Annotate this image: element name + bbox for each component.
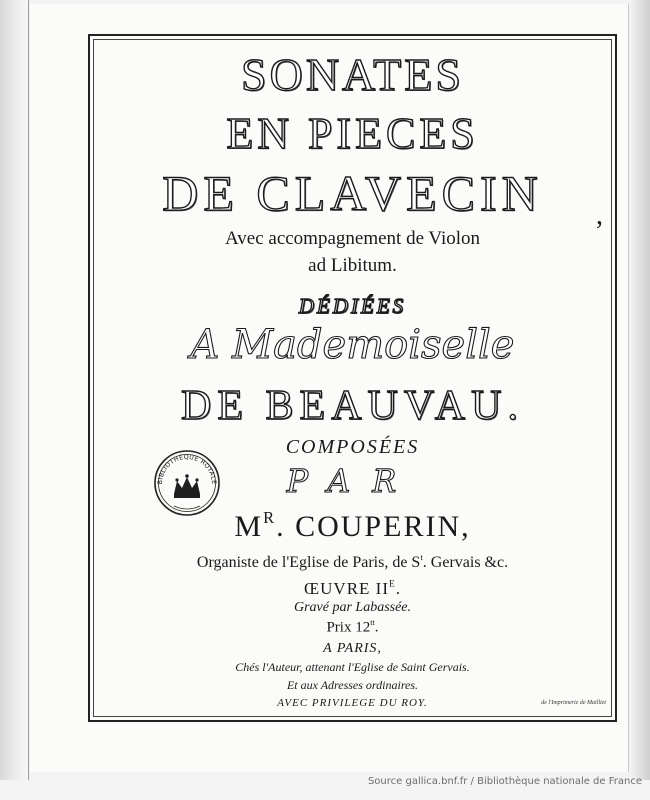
engraver-line: Gravé par Labassée.: [293, 600, 412, 615]
source-credit: Source gallica.bnf.fr / Bibliothèque nationale de France: [367, 776, 642, 787]
dedication-heading: DÉDIÉES: [298, 294, 407, 318]
other-addresses: Et aux Adresses ordinaires.: [286, 678, 419, 692]
opus-dot: .: [395, 579, 401, 598]
composer-prefix: M: [234, 510, 264, 544]
title-en-pieces: EN PIECES: [226, 109, 479, 158]
price-line: [93, 618, 612, 637]
composer-name: . COUPERIN,: [276, 510, 471, 544]
book-binding-right: [630, 0, 650, 780]
title-sonates: SONATES: [241, 49, 464, 100]
book-binding-left: [0, 0, 29, 780]
composer-position: [93, 552, 612, 572]
title-de-clavecin: DE CLAVECIN: [162, 165, 543, 221]
library-stamp-icon: [152, 448, 222, 518]
royal-privilege: AVEC PRIVILEGE DU ROY.: [277, 697, 428, 709]
title-comma: ,: [596, 200, 603, 231]
position-superscript: t: [420, 552, 423, 562]
dedication-to: A Mademoiselle: [190, 322, 515, 368]
position-part-b: . Gervais &c.: [422, 554, 509, 572]
price-dot: .: [374, 619, 379, 636]
publication-city: A PARIS,: [323, 641, 382, 656]
subtitle-ad-libitum: ad Libitum.: [308, 255, 397, 276]
crown-icon: [174, 474, 200, 498]
subtitle-accompaniment: Avec accompagnement de Violon: [224, 228, 481, 249]
price-main: Prix 12: [326, 619, 371, 636]
position-part-a: Organiste de l'Eglise de Paris, de S: [196, 554, 421, 572]
by-word: PAR: [286, 462, 419, 500]
price-superscript: tt: [370, 618, 375, 627]
printer-credit: de l'Imprimerie de Mailliet: [541, 700, 606, 706]
opus-line: [93, 579, 612, 599]
composer-superscript: R: [263, 508, 277, 527]
publisher-address: Chés l'Auteur, attenant l'Eglise de Saint Gervais.: [235, 660, 470, 674]
opus-superscript: E: [389, 579, 396, 590]
stamp-text: BIBLIOTHÈQUE ROYALE: [156, 453, 218, 485]
composed-heading: COMPOSÉES: [285, 436, 420, 458]
dedicatee-name: DE BEAUVAU.: [181, 383, 524, 429]
opus-main: ŒUVRE II: [304, 579, 389, 598]
